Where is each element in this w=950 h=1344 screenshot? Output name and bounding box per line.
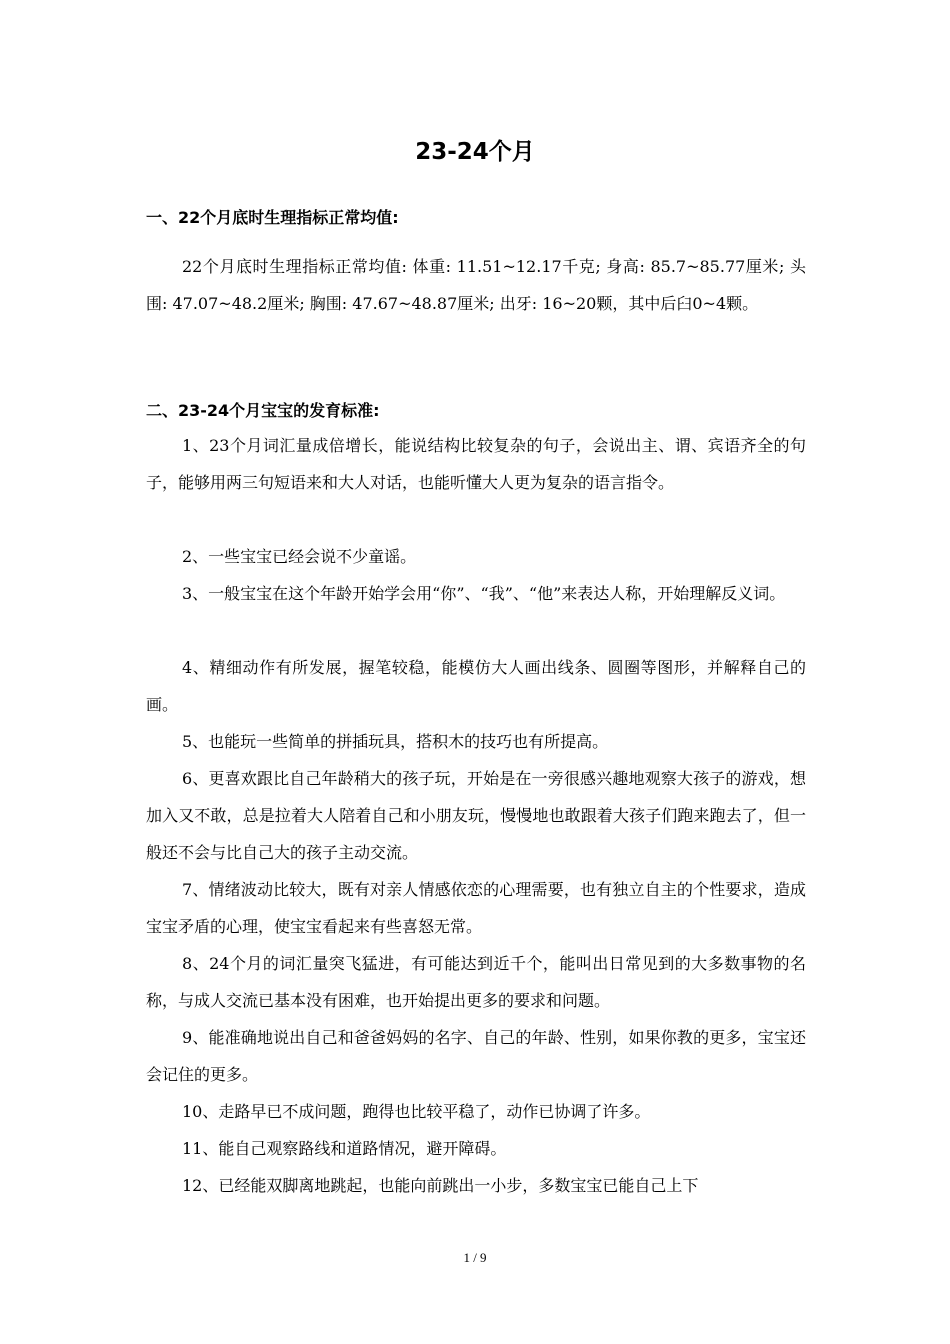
list-item: 1、23个月词汇量成倍增长，能说结构比较复杂的句子，会说出主、谓、宾语齐全的句子，能够用两三句短语来和大人对话，也能听懂大人更为复杂的语言指令。 [146,436,806,492]
section-1-heading: 一、22个月底时生理指标正常均值: [146,208,399,227]
page-number: 1 / 9 [463,1250,487,1265]
list-item: 2、一些宝宝已经会说不少童谣。 [182,547,417,566]
section-1-paragraph: 22个月底时生理指标正常均值: 体重: 11.51~12.17千克; 身高: 85.7~85.77厘米; 头围: 47.07~48.2厘米; 胸围: 47.67~48.87厘米; 出牙: 16~20颗，其中后臼0~4颗。 [146,257,806,313]
list-item: 12、已经能双脚离地跳起，也能向前跳出一小步，多数宝宝已能自己上下 [182,1176,699,1195]
page-title: 23-24个月 [415,139,535,165]
list-item: 10、走路早已不成问题，跑得也比较平稳了，动作已协调了许多。 [182,1102,651,1121]
list-item: 4、精细动作有所发展，握笔较稳，能模仿大人画出线条、圆圈等图形，并解释自己的画。 [146,658,806,714]
list-item: 11、能自己观察路线和道路情况，避开障碍。 [182,1139,507,1158]
list-item: 5、也能玩一些简单的拼插玩具，搭积木的技巧也有所提高。 [182,732,609,751]
section-2-heading: 二、23-24个月宝宝的发育标准: [146,401,380,420]
list-item: 9、能准确地说出自己和爸爸妈妈的名字、自己的年龄、性别，如果你教的更多，宝宝还会记住的更多。 [146,1028,806,1084]
list-item: 6、更喜欢跟比自己年龄稍大的孩子玩，开始是在一旁很感兴趣地观察大孩子的游戏，想加入又不敢，总是拉着大人陪着自己和小朋友玩，慢慢地也敢跟着大孩子们跑来跑去了，但一般还不会与比自己大的孩子主动交流。 [146,769,806,862]
list-item: 3、一般宝宝在这个年龄开始学会用“你”、“我”、“他”来表达人称，开始理解反义词。 [182,584,786,603]
list-item: 7、情绪波动比较大，既有对亲人情感依恋的心理需要，也有独立自主的个性要求，造成宝宝矛盾的心理，使宝宝看起来有些喜怒无常。 [146,880,806,936]
list-item: 8、24个月的词汇量突飞猛进，有可能达到近千个，能叫出日常见到的大多数事物的名称，与成人交流已基本没有困难，也开始提出更多的要求和问题。 [146,954,806,1010]
